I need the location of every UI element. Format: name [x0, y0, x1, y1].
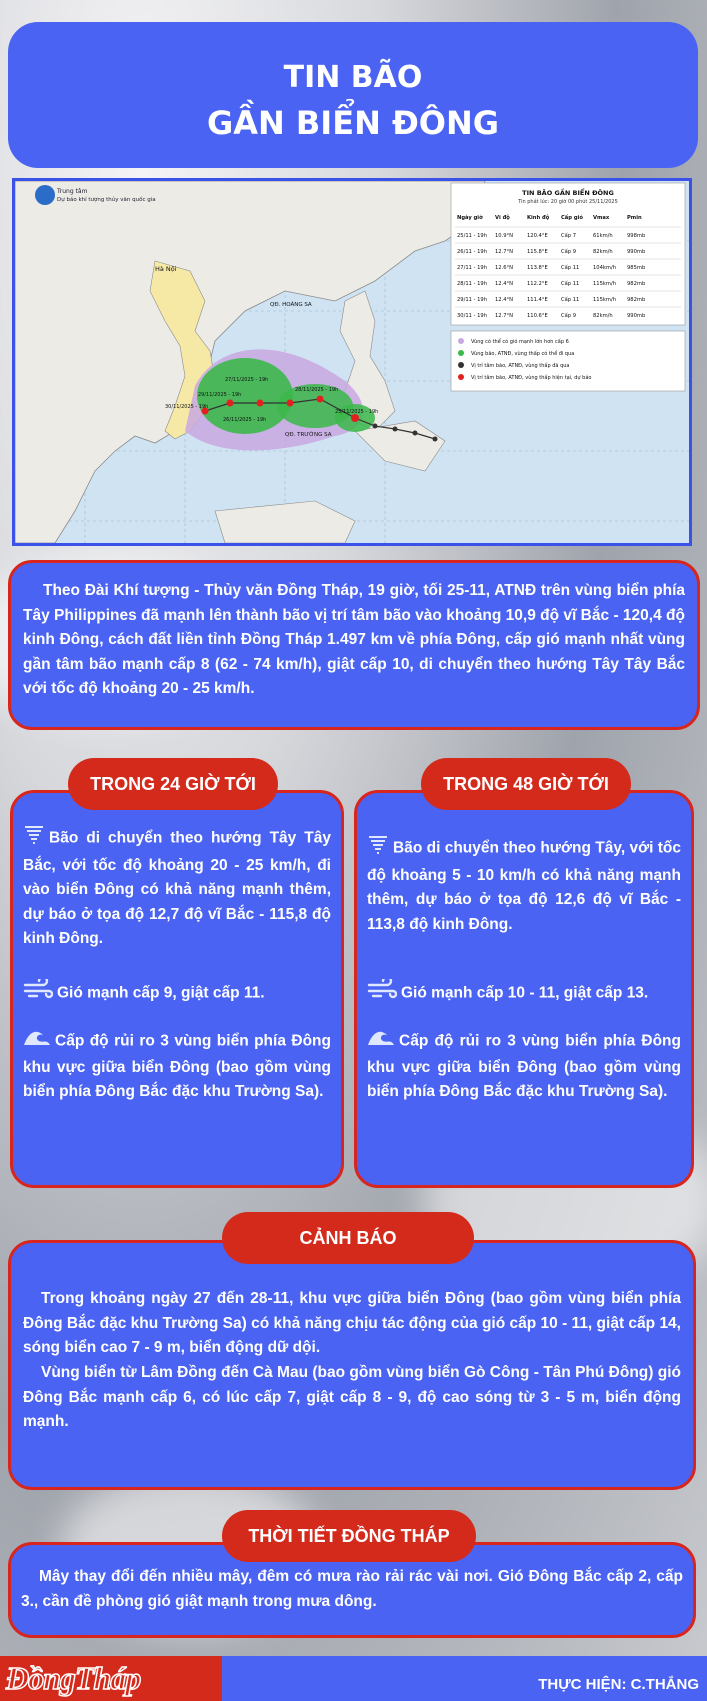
wave-icon [23, 1027, 51, 1056]
storm-map [12, 178, 692, 546]
heading-local-weather: THỜI TIẾT ĐỒNG THÁP [222, 1510, 476, 1562]
table-header-cell: Ngày giờ [457, 215, 483, 221]
table-header-cell: Kinh độ [527, 215, 550, 221]
forecast-table [451, 183, 685, 325]
legend-item: Vùng có thể có gió mạnh lớn hơn cấp 6 [471, 339, 569, 345]
forecast-24h-risk: Cấp độ rủi ro 3 vùng biển phía Đông khu vực giữa biển Đông (bao gồm vùng biển phía Đông Bắc đặc khu Trường Sa). [23, 1027, 331, 1105]
intro-box [8, 560, 700, 730]
label-p29: 29/11/2025 - 19h [198, 392, 242, 398]
table-cell: 110.6°E [527, 313, 548, 319]
map-legend [451, 331, 685, 391]
tornado-icon [367, 833, 389, 864]
table-cell: 25/11 - 19h [457, 233, 488, 239]
table-subtitle: Tin phát lúc: 20 giờ 00 phút 25/11/2025 [518, 199, 618, 205]
table-cell: 982mb [627, 281, 646, 287]
table-cell: Cấp 11 [561, 265, 580, 271]
table-cell: Cấp 11 [561, 281, 580, 287]
table-cell: 12.4°N [495, 281, 514, 287]
wave-icon [367, 1027, 395, 1056]
agency-logo-icon [35, 185, 55, 205]
table-cell: 104km/h [593, 265, 616, 271]
label-ha-noi: Hà Nội [155, 265, 177, 273]
table-cell: 112.2°E [527, 281, 548, 287]
warning-p1: Trong khoảng ngày 27 đến 28-11, khu vực giữa biển Đông (bao gồm vùng biển phía Đông Bắc đặc khu Trường Sa) có khả năng chịu tác động của gió cấp 10 - 11, giật cấp 14, sóng biển cao 7 - 9 m, biển động dữ dội. [23, 1290, 681, 1356]
footer-credit-area [222, 1656, 707, 1701]
intro-text: Theo Đài Khí tượng - Thủy văn Đồng Tháp, 19 giờ, tối 25-11, ATNĐ trên vùng biển phía Tây Philippines đã mạnh lên thành bão vị trí tâm bão vào khoảng 10,9 độ vĩ Bắc - 120,4 độ kinh Đông, cách đất liền tỉnh Đồng Tháp 1.497 km về phía Đông, cấp gió mạnh nhất vùng gần tâm bão mạnh cấp 8 (62 - 74 km/h), giật cấp 10, di chuyển theo hướng Tây Tây Bắc với tốc độ khoảng 20 - 25 km/h. [23, 582, 685, 697]
credit-text: THỰC HIỆN: C.THẮNG [538, 1676, 699, 1693]
label-p30: 30/11/2025 - 19h [165, 404, 209, 410]
table-cell: 10.9°N [495, 233, 514, 239]
table-cell: 61km/h [593, 233, 613, 239]
table-cell: 115km/h [593, 297, 616, 303]
agency-subtitle: Dự báo khí tượng thủy văn quốc gia [57, 197, 156, 203]
table-cell: 998mb [627, 233, 646, 239]
heading-48h: TRONG 48 GIỜ TỚI [421, 758, 631, 810]
table-cell: 115km/h [593, 281, 616, 287]
wind-icon [23, 979, 53, 1008]
label-hoang-sa: QĐ. HOÀNG SA [270, 302, 312, 308]
table-cell: 120.4°E [527, 233, 548, 239]
table-header-cell: Pmin [627, 215, 642, 221]
forecast-48h-wind: Gió mạnh cấp 10 - 11, giật cấp 13. [367, 979, 681, 1008]
label-p25: 25/11/2025 - 19h [335, 409, 379, 415]
footer-logo-area [0, 1656, 222, 1701]
title-line-1: TIN BÃO [283, 60, 423, 95]
title-banner [8, 22, 698, 168]
table-cell: Cấp 11 [561, 297, 580, 303]
table-cell: 82km/h [593, 249, 613, 255]
table-cell: 30/11 - 19h [457, 313, 488, 319]
brand-logo: ĐồngTháp [6, 1660, 141, 1696]
label-truong-sa: QĐ. TRƯỜNG SA [285, 432, 332, 438]
table-cell: 27/11 - 19h [457, 265, 488, 271]
legend-item: Vùng bão, ATNĐ, vùng thấp có thể đi qua [471, 351, 575, 357]
table-cell: Cấp 9 [561, 313, 577, 319]
legend-item: Vị trí tâm bão, ATNĐ, vùng thấp đã qua [471, 363, 570, 369]
table-cell: 111.4°E [527, 297, 548, 303]
table-cell: 990mb [627, 313, 646, 319]
forecast-24h-move: Bão di chuyển theo hướng Tây Tây Bắc, với tốc độ khoảng 20 - 25 km/h, đi vào biển Đông có khả năng mạnh thêm, dự báo ở tọa độ 12,7 độ vĩ Bắc - 115,8 độ kinh Đông. [23, 823, 331, 952]
legend-item: Vị trí tâm bão, ATNĐ, vùng thấp hiện tại, dự báo [471, 375, 592, 381]
label-p28: 28/11/2025 - 19h [295, 387, 339, 393]
table-cell: 26/11 - 19h [457, 249, 488, 255]
warning-p2: Vùng biển từ Lâm Đồng đến Cà Mau (bao gồm vùng biển Gò Công - Tân Phú Đông) gió Đông Bắc mạnh cấp 6, có lúc cấp 7, giật cấp 8 - 9, độ cao sóng từ 3 - 5 m, biển động mạnh. [23, 1364, 681, 1430]
table-header-cell: Cấp gió [561, 215, 583, 221]
forecast-48h-box [354, 790, 694, 1188]
table-cell: 115.8°E [527, 249, 548, 255]
wind-icon [367, 979, 397, 1008]
table-header-cell: Vĩ độ [495, 215, 510, 221]
table-cell: 28/11 - 19h [457, 281, 488, 287]
forecast-24h-wind: Gió mạnh cấp 9, giật cấp 11. [23, 979, 331, 1008]
table-cell: Cấp 9 [561, 249, 577, 255]
table-cell: 113.8°E [527, 265, 548, 271]
forecast-48h-risk: Cấp độ rủi ro 3 vùng biển phía Đông khu vực giữa biển Đông (bao gồm vùng biển phía Đông Bắc đặc khu Trường Sa). [367, 1027, 681, 1105]
local-weather-text: Mây thay đổi đến nhiều mây, đêm có mưa rào rải rác vài nơi. Gió Đông Bắc cấp 2, cấp 3., cần đề phòng gió giật mạnh trong mưa dông. [21, 1568, 683, 1610]
heading-24h: TRONG 24 GIỜ TỚI [68, 758, 278, 810]
table-cell: 990mb [627, 249, 646, 255]
table-cell: 982mb [627, 297, 646, 303]
forecast-24h-box [10, 790, 344, 1188]
agency-name: Trung tâm [57, 188, 88, 195]
table-cell: 12.7°N [495, 313, 514, 319]
table-cell: 12.6°N [495, 265, 514, 271]
table-cell: 29/11 - 19h [457, 297, 488, 303]
title-line-2: GẦN BIỂN ĐÔNG [206, 104, 500, 142]
label-p27: 27/11/2025 - 19h [225, 377, 269, 383]
table-cell: 985mb [627, 265, 646, 271]
table-cell: 12.7°N [495, 249, 514, 255]
table-cell: 82km/h [593, 313, 613, 319]
tornado-icon [23, 823, 45, 854]
forecast-48h-move: Bão di chuyển theo hướng Tây, với tốc độ khoảng 5 - 10 km/h có khả năng mạnh thêm, dự báo ở tọa độ 12,6 độ vĩ Bắc - 113,8 độ kinh Đông. [367, 833, 681, 937]
table-cell: Cấp 7 [561, 233, 577, 239]
table-header-cell: Vmax [593, 215, 610, 221]
table-cell: 12.4°N [495, 297, 514, 303]
label-p26: 26/11/2025 - 19h [223, 417, 267, 423]
warning-box [8, 1240, 696, 1490]
table-title: TIN BÃO GẦN BIỂN ĐÔNG [522, 189, 614, 197]
heading-warning: CẢNH BÁO [222, 1212, 474, 1264]
